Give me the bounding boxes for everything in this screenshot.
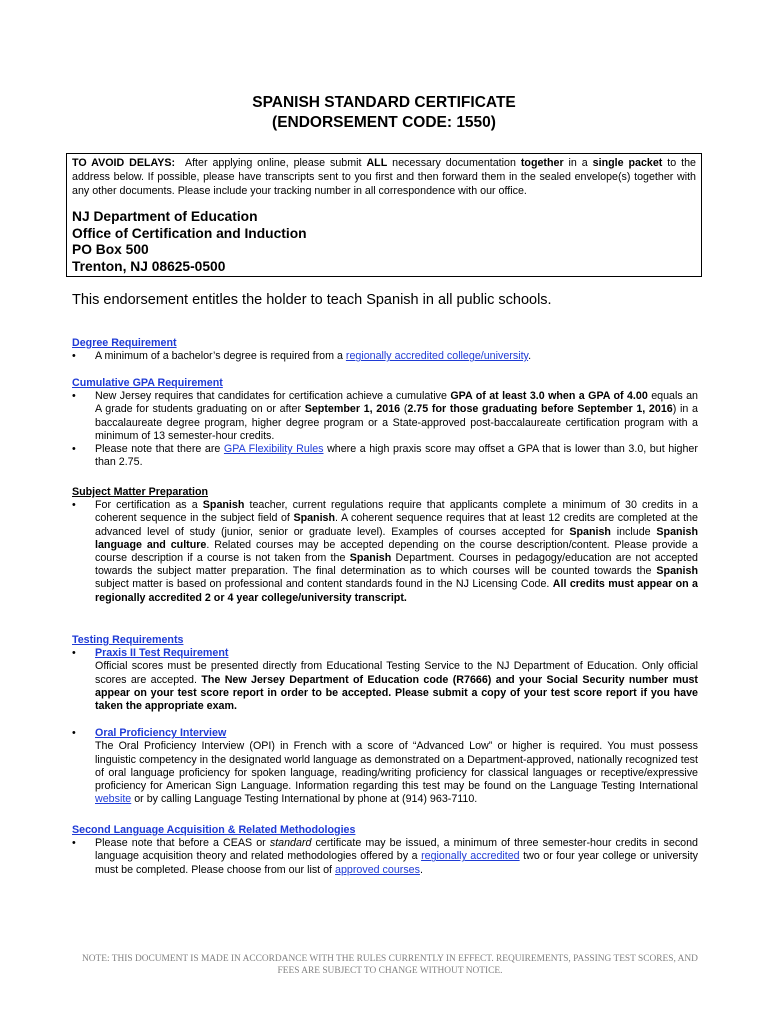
sla-heading-link[interactable]: Second Language Acquisition & Related Methodologies — [72, 824, 356, 836]
testing-heading-link[interactable]: Testing Requirements — [72, 634, 184, 646]
footer-note: NOTE: THIS DOCUMENT IS MADE IN ACCORDANCE WITH THE RULES CURRENTLY IN EFFECT. REQUIREMENTS, PASSING TEST SCORES, AND FEES ARE SUBJECT TO CHANGE WITHOUT NOTICE. — [82, 954, 698, 976]
list-item: • Oral Proficiency Interview The Oral Proficiency Interview (OPI) in French with a score of “Advanced Low” or higher is required. You must possess linguistic competency in the designated world language as demonstrated on a Department-approved, nationally recognized test of oral language proficiency for spoken language, reading/writing proficiency for classical languages or receptive/expressive proficiency for American Sign Language. Information regarding this test may be found on the Language Testing International website or by calling Language Testing International by phone at (914) 963-7110. — [72, 727, 698, 806]
degree-section — [72, 337, 698, 363]
gpa-section — [72, 377, 698, 469]
gpa-flexibility-link[interactable]: GPA Flexibility Rules — [223, 443, 324, 456]
endorsement-code: (ENDORSEMENT CODE: 1550) — [272, 114, 496, 131]
subject-section — [72, 486, 698, 605]
lti-website-link[interactable]: website — [95, 793, 132, 806]
notice-text: TO AVOID DELAYS: After applying online, please submit ALL necessary documentation together in a single packet to the address below. If possible, please have transcripts sent to you first and then forward them in the sealed envelope(s) together with any other documents. Please include your tracking number in all correspondence with our office. — [72, 157, 696, 197]
testing-section — [72, 634, 698, 806]
list-item: • Please note that before a CEAS or standard certificate may be issued, a minimum of three semester-hour credits in second language acquisition theory and related methodologies offered by a regionally accredited two or four year college or university must be completed. Please choose from our list of approved courses. — [72, 837, 699, 876]
list-item: • New Jersey requires that candidates for certification achieve a cumulative GPA of at least 3.0 when a GPA of 4.00 equals an A grade for students graduating on or after September 1, 2016 (2.75 for those graduating before September 1, 2016) in a baccalaureate degree program, higher degree program or a State-approved post-baccalaureate certification program with a minimum of 13 semester-hour credits. — [72, 390, 698, 442]
degree-heading-link[interactable]: Degree Requirement — [72, 337, 177, 349]
list-item: • Praxis II Test Requirement Official scores must be presented directly from Educational Testing Service to the NJ Department of Education. Only official scores are accepted. The New Jersey Department of Education code (R7666) and your Social Security number must appear on your test score report in order to be accepted. Please submit a copy of your test score report if you have taken the appropriate exam. — [72, 647, 698, 713]
regionally-accredited-link[interactable]: regionally accredited — [421, 850, 520, 863]
intro-statement: This endorsement entitles the holder to teach Spanish in all public schools. — [72, 292, 552, 308]
accredited-college-link[interactable]: regionally accredited college/university — [345, 350, 529, 363]
sla-section — [72, 824, 698, 877]
list-item: • Please note that there are GPA Flexibility Rules where a high praxis score may offset a GPA that is lower than 3.0, but higher than 2.75. — [72, 443, 698, 469]
approved-courses-link[interactable]: approved courses — [335, 863, 420, 876]
gpa-heading-link[interactable]: Cumulative GPA Requirement — [72, 377, 223, 389]
mailing-address: NJ Department of Education Office of Certification and Induction PO Box 500 Trenton, NJ 08625-0500 — [72, 209, 307, 274]
list-item: • For certification as a Spanish teacher, current regulations require that applicants complete a minimum of 30 credits in a coherent sequence in the subject field of Spanish. A coherent sequence requires that at least 12 credits are completed at the advanced level of study (junior, senior or graduate level). Examples of courses accepted for Spanish include Spanish language and culture. Related courses may be accepted depending on the course description/content. Please provide a course description if a course is not taken from the Spanish Department. Courses in pedagogy/education are not accepted towards the subject matter preparation. The final determination as to which courses will be counted towards the Spanish subject matter is based on professional and content standards found in the NJ Licensing Code. All credits must appear on a regionally accredited 2 or 4 year college/university transcript. — [72, 499, 698, 604]
page-title: SPANISH STANDARD CERTIFICATE — [252, 94, 516, 111]
opi-link[interactable]: Oral Proficiency Interview — [95, 727, 227, 740]
notice-box — [66, 153, 702, 277]
subject-heading: Subject Matter Preparation — [72, 486, 208, 498]
notice-lead: TO AVOID DELAYS: — [72, 157, 176, 169]
list-item: • A minimum of a bachelor’s degree is required from a regionally accredited college/university. — [72, 350, 532, 363]
praxis-link[interactable]: Praxis II Test Requirement — [95, 647, 229, 660]
